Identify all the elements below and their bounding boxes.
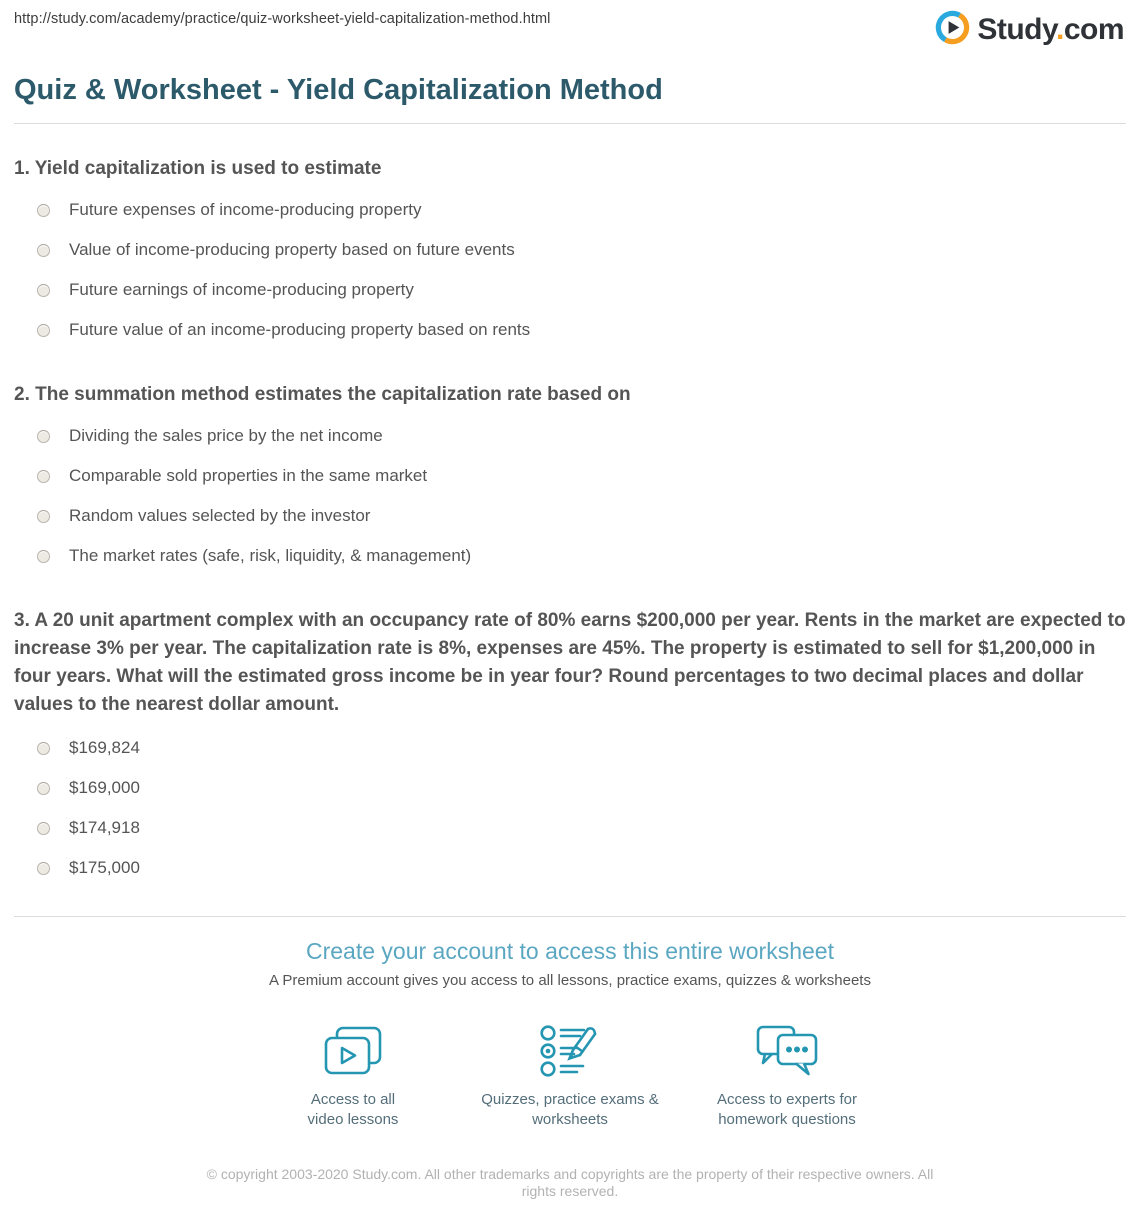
feature-row bbox=[14, 1020, 1126, 1130]
radio-button[interactable] bbox=[37, 470, 50, 483]
option-label[interactable]: Future value of an income-producing property based on rents bbox=[69, 320, 531, 339]
question-block bbox=[14, 383, 1126, 576]
answer-option[interactable] bbox=[14, 536, 1126, 576]
answer-options bbox=[14, 190, 1126, 350]
option-label[interactable]: Future earnings of income-producing property bbox=[69, 280, 414, 299]
answer-options bbox=[14, 416, 1126, 576]
radio-button[interactable] bbox=[37, 204, 50, 217]
feature-label: Quizzes, practice exams & worksheets bbox=[481, 1091, 659, 1128]
radio-button[interactable] bbox=[37, 244, 50, 257]
option-label[interactable]: $169,824 bbox=[69, 738, 140, 757]
radio-button[interactable] bbox=[37, 430, 50, 443]
radio-button[interactable] bbox=[37, 284, 50, 297]
option-label[interactable]: Random values selected by the investor bbox=[69, 506, 371, 525]
answer-option[interactable] bbox=[14, 310, 1126, 350]
feature-label: Access to experts for homework questions bbox=[716, 1091, 858, 1128]
studycom-logo[interactable] bbox=[934, 9, 1124, 51]
option-label[interactable]: Future expenses of income-producing property bbox=[69, 200, 422, 219]
video-lessons-icon bbox=[245, 1020, 462, 1080]
option-label[interactable]: Value of income-producing property based on future events bbox=[69, 240, 515, 259]
answer-option[interactable] bbox=[14, 270, 1126, 310]
option-label[interactable]: The market rates (safe, risk, liquidity, & management) bbox=[69, 546, 472, 565]
answer-option[interactable] bbox=[14, 808, 1126, 848]
radio-button[interactable] bbox=[37, 324, 50, 337]
answer-option[interactable] bbox=[14, 768, 1126, 808]
answer-option[interactable] bbox=[14, 456, 1126, 496]
answer-options bbox=[14, 728, 1126, 888]
quizzes-worksheets-icon bbox=[462, 1020, 679, 1080]
signup-subheading: A Premium account gives you access to all lessons, practice exams, quizzes & worksheets bbox=[269, 972, 871, 989]
feature-quizzes-worksheets bbox=[462, 1020, 679, 1130]
page-url: http://study.com/academy/practice/quiz-worksheet-yield-capitalization-method.html bbox=[14, 11, 551, 27]
question-prompt: 1. Yield capitalization is used to estimate bbox=[14, 158, 382, 179]
signup-divider bbox=[14, 916, 1126, 917]
answer-option[interactable] bbox=[14, 728, 1126, 768]
feature-label: Access to all video lessons bbox=[307, 1091, 399, 1128]
copyright-notice: © copyright 2003-2020 Study.com. All other trademarks and copyrights are the property of their respective owners. All rights reserved. bbox=[206, 1166, 934, 1199]
logo-wordmark: Study.com bbox=[977, 13, 1124, 46]
radio-button[interactable] bbox=[37, 822, 50, 835]
option-label[interactable]: $175,000 bbox=[69, 858, 140, 877]
radio-button[interactable] bbox=[37, 862, 50, 875]
signup-heading: Create your account to access this entire worksheet bbox=[306, 938, 834, 964]
option-label[interactable]: Comparable sold properties in the same market bbox=[69, 466, 428, 485]
question-prompt: 3. A 20 unit apartment complex with an occupancy rate of 80% earns $200,000 per year. Rents in the market are expected to increase 3% per year. The capitalization rate is 8%, expenses are 45%. The property is estimated to sell for $1,200,000 in four years. What will the estimated gross income be in year four? Round percentages to two decimal places and dollar values to the nearest dollar amount. bbox=[14, 610, 1126, 715]
option-label[interactable]: $174,918 bbox=[69, 818, 140, 837]
radio-button[interactable] bbox=[37, 742, 50, 755]
question-prompt: 2. The summation method estimates the capitalization rate based on bbox=[14, 384, 631, 405]
title-divider bbox=[14, 123, 1126, 124]
expert-chat-icon bbox=[679, 1020, 896, 1080]
answer-option[interactable] bbox=[14, 496, 1126, 536]
option-label[interactable]: $169,000 bbox=[69, 778, 140, 797]
feature-video-lessons bbox=[245, 1020, 462, 1130]
feature-expert-chat bbox=[679, 1020, 896, 1130]
answer-option[interactable] bbox=[14, 416, 1126, 456]
answer-option[interactable] bbox=[14, 848, 1126, 888]
play-circle-icon bbox=[934, 9, 971, 51]
radio-button[interactable] bbox=[37, 510, 50, 523]
question-block bbox=[14, 607, 1126, 888]
radio-button[interactable] bbox=[37, 550, 50, 563]
radio-button[interactable] bbox=[37, 782, 50, 795]
page-title: Quiz & Worksheet - Yield Capitalization Method bbox=[14, 74, 663, 106]
answer-option[interactable] bbox=[14, 190, 1126, 230]
answer-option[interactable] bbox=[14, 230, 1126, 270]
question-block bbox=[14, 157, 1126, 350]
option-label[interactable]: Dividing the sales price by the net income bbox=[69, 426, 383, 445]
